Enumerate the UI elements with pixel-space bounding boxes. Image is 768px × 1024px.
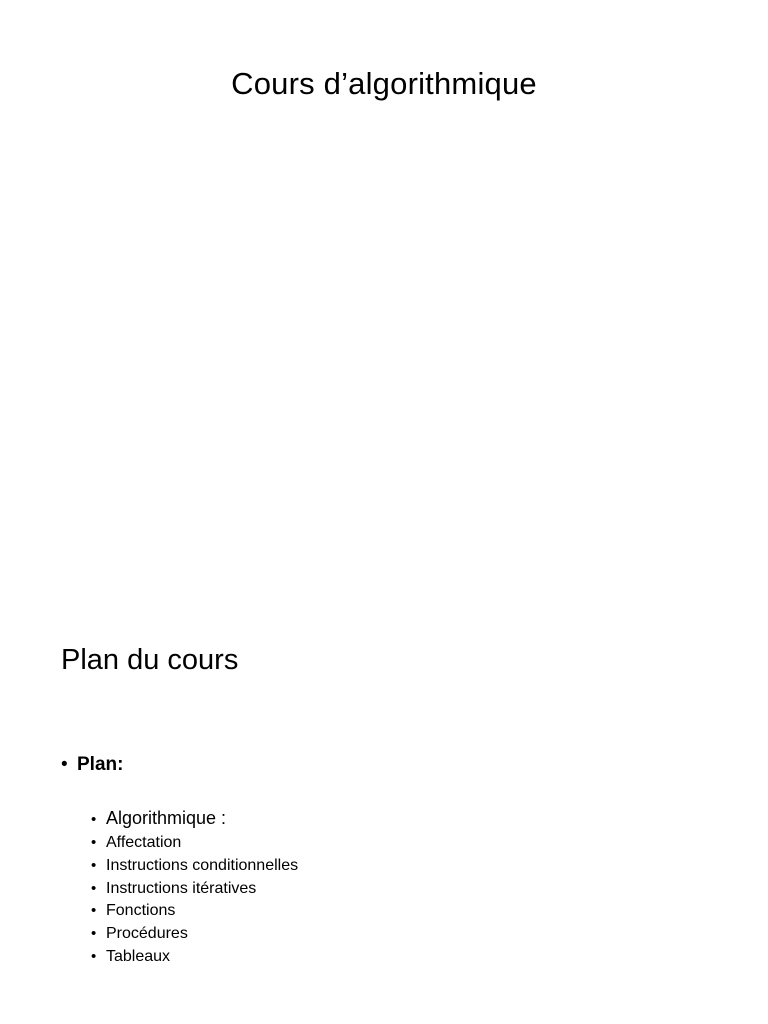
plan-topic-list [91, 806, 298, 969]
plan-heading-row [61, 754, 123, 776]
bullet-icon: • [91, 834, 97, 851]
bullet-icon: • [61, 754, 68, 775]
plan-heading: Plan: [77, 754, 124, 775]
bullet-icon: • [91, 947, 97, 965]
list-item [91, 855, 298, 878]
bullet-icon: • [91, 856, 97, 874]
topic-label: Tableaux [106, 947, 171, 965]
bullet-icon: • [91, 902, 97, 920]
list-item [91, 946, 298, 969]
list-item [91, 832, 298, 855]
topic-label: Fonctions [106, 902, 176, 920]
topic-label: Instructions conditionnelles [106, 856, 299, 874]
list-item [91, 806, 298, 832]
topic-label: Affectation [106, 834, 182, 851]
slide-course-plan [0, 600, 768, 1024]
topic-label: Instructions itératives [106, 879, 257, 897]
list-item [91, 900, 298, 923]
bullet-icon: • [91, 879, 97, 897]
list-item [91, 878, 298, 901]
topic-label: Algorithmique : [106, 808, 227, 828]
bullet-icon: • [91, 925, 97, 943]
bullet-icon: • [91, 811, 97, 828]
list-item [91, 923, 298, 946]
topic-label: Procédures [106, 925, 188, 943]
cover-title: Cours d’algorithmique [231, 66, 537, 101]
plan-slide-title: Plan du cours [61, 644, 239, 676]
